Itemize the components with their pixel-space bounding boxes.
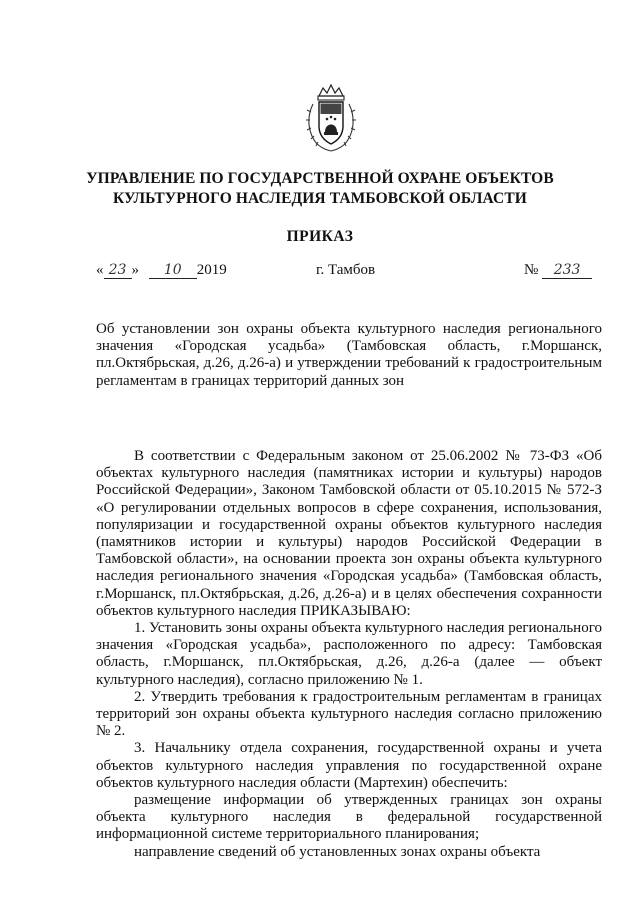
date-month: 10 xyxy=(149,262,197,279)
order-body xyxy=(96,448,602,861)
date-open-quote: « xyxy=(96,262,104,278)
organization-name-line-2: КУЛЬТУРНОГО НАСЛЕДИЯ ТАМБОВСКОЙ ОБЛАСТИ xyxy=(113,190,527,207)
preamble-paragraph: В соответствии с Федеральным законом от 25.06.2002 № 73-ФЗ «Об объектах культурного наследия (памятниках истории и культуры) народов Российской Федерации», Законом Тамбовской области от 05.10.2015 № 572-З «О регулировании отдельных вопросов в сфере сохранения, использования, популяризации и государственной охраны объектов культурного наследия (памятников истории и культуры) народов Российской Федерации в Тамбовской области», на основании проекта зон охраны объекта культурного наследия регионального значения «Городская усадьба» (Тамбовская область, г.Моршанск, пл.Октябрьская, д.26, д.26-а) и в целях обеспечения сохранности объектов культурного наследия ПРИКАЗЫВАЮ: xyxy=(96,448,602,619)
document-type-title: ПРИКАЗ xyxy=(286,228,354,245)
order-number xyxy=(524,262,592,282)
item-1-paragraph: 1. Установить зоны охраны объекта культурного наследия регионального значения «Городская усадьба», расположенного по адресу: Тамбовская область, г.Моршанск, пл.Октябрьская, д.26, д.26-а (далее — объект культурного наследия), согласно приложению № 1. xyxy=(96,620,602,688)
date-year: 2019 xyxy=(196,262,227,278)
organization-name-line-1: УПРАВЛЕНИЕ ПО ГОСУДАРСТВЕННОЙ ОХРАНЕ ОБЪЕКТОВ xyxy=(86,170,554,187)
date-day: 23 xyxy=(104,262,132,279)
item-2-paragraph: 2. Утвердить требования к градостроительным регламентам в границах территорий зон охраны объекта культурного наследия согласно приложению № 2. xyxy=(96,688,602,740)
number-label: № xyxy=(524,262,539,278)
item-3-paragraph: 3. Начальнику отдела сохранения, государственной охраны и учета объектов культурного наследия управления по государственной охране объектов культурного наследия области (Мартехин) обеспечить: xyxy=(96,740,602,791)
order-subject: Об установлении зон охраны объекта культурного наследия регионального значения «Городская усадьба» (Тамбовская область, г.Моршанск, пл.Октябрьская, д.26, д.26-а) и утверждении требований к градостроительным регламентам в границах территорий данных зон xyxy=(96,321,602,389)
date-close-quote: » xyxy=(131,262,139,278)
number-value: 233 xyxy=(542,262,592,279)
item-3a-paragraph: размещение информации об утвержденных границах зон охраны объекта культурного наследия в федеральной государственной информационной системе территориального планирования; xyxy=(96,792,602,843)
order-city: г. Тамбов xyxy=(316,262,376,278)
tambov-coat-of-arms-icon xyxy=(305,82,357,154)
item-3b-paragraph: направление сведений об установленных зонах охраны объекта xyxy=(134,843,541,860)
order-date xyxy=(96,262,227,282)
